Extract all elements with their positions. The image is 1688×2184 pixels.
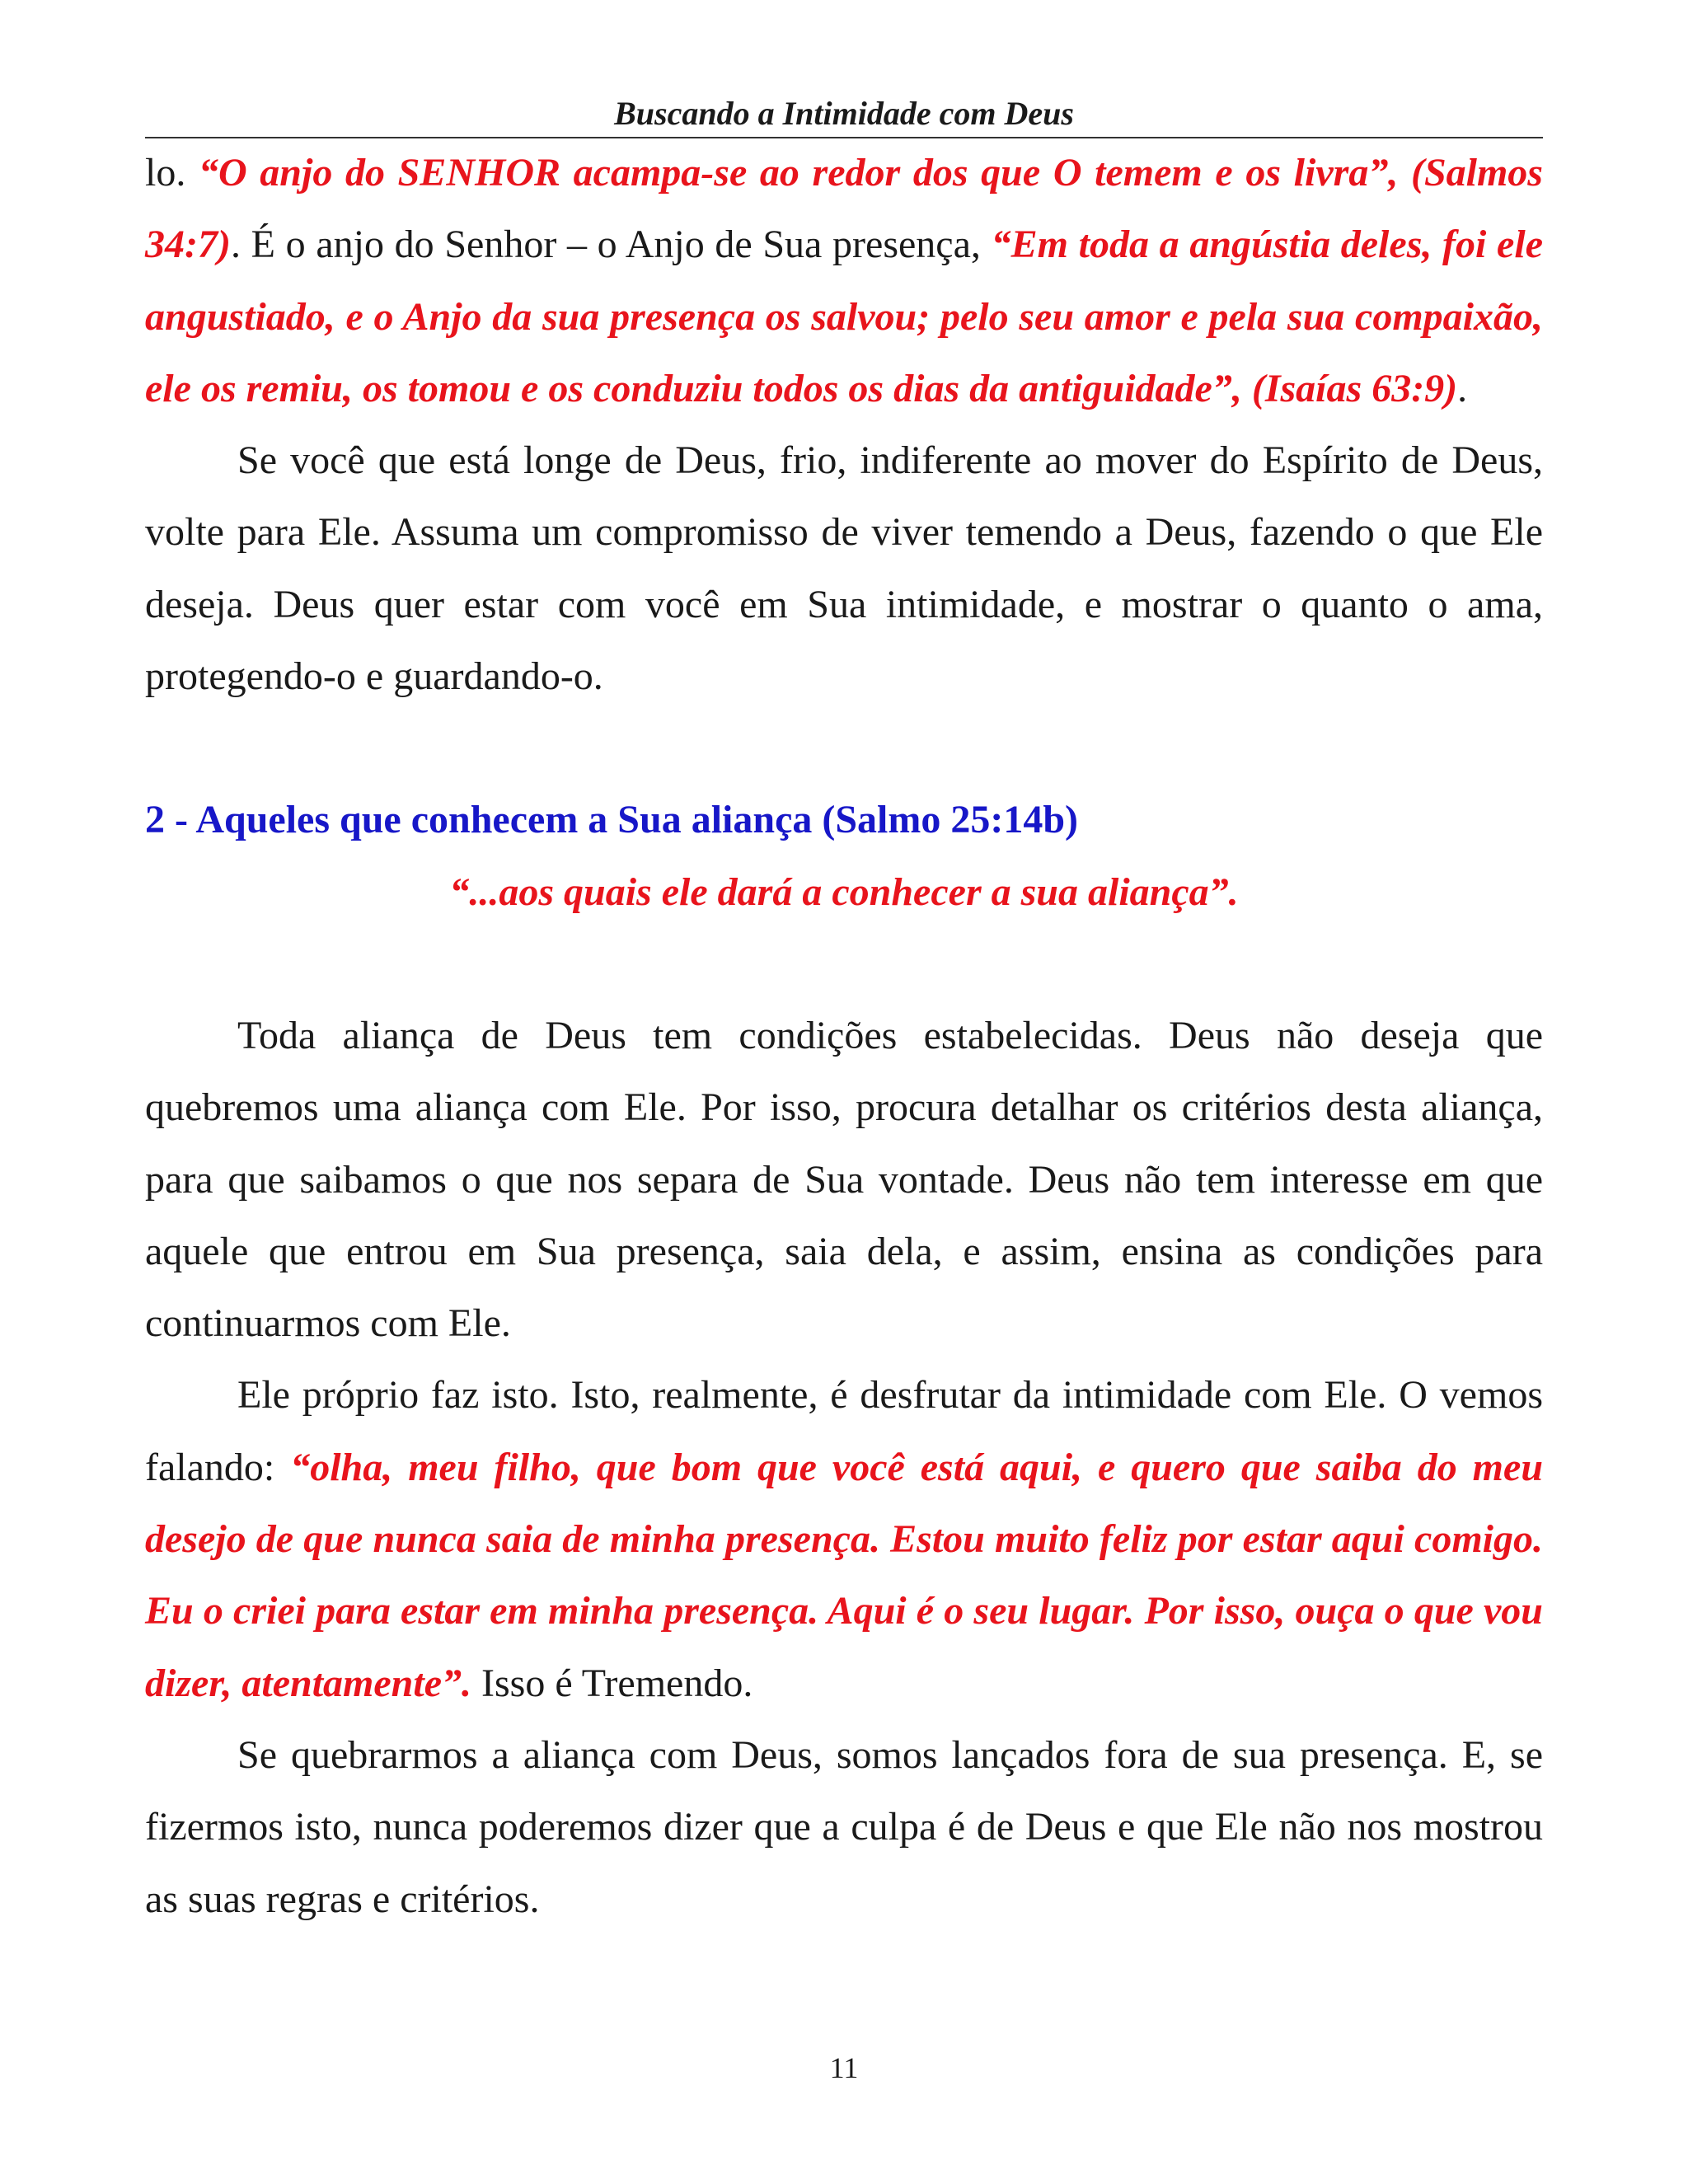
text-run: lo.: [145, 151, 199, 194]
paragraph: Se você que está longe de Deus, frio, indiferente ao mover do Espírito de Deus, volte para Ele. Assuma um compromisso de viver temendo a Deus, fazendo o que Ele deseja. Deus quer estar com você em Sua intimidade, e mostrar o quanto o ama, protegendo-o e guardando-o.: [145, 438, 1543, 699]
scripture-quote: “Em toda a angústia deles, foi ele angustiado, e o Anjo da sua presença os salvou; pelo seu amor e pela sua compaixão, ele os remiu, os tomou e os conduziu todos os dias da antiguidade”, (Isaías 63:9): [145, 223, 1544, 410]
scripture-quote: “O anjo do SENHOR acampa-se ao redor dos que O temem e os livra”, (Salmos 34:7): [145, 151, 1543, 267]
paragraph: Se quebrarmos a aliança com Deus, somos lançados fora de sua presença. E, se fizermos isto, nunca poderemos dizer que a culpa é de Deus e que Ele não nos mostrou as suas regras e critérios.: [145, 1732, 1543, 1921]
running-header: Buscando a Intimidade com Deus: [145, 89, 1543, 138]
section-epigraph: “...aos quais ele dará a conhecer a sua aliança”.: [449, 869, 1239, 914]
paragraph: [145, 1359, 1543, 1718]
section-heading: 2 - Aqueles que conhecem a Sua aliança (Salmo 25:14b): [145, 798, 1079, 842]
page-body: [145, 137, 1543, 1935]
text-run: Ele próprio faz isto. Isto, realmente, é desfrutar da intimidade com Ele. O vemos falando:: [145, 1373, 1543, 1489]
spacer: [145, 712, 1543, 784]
text-run: . É o anjo do Senhor – o Anjo de Sua presença,: [230, 223, 992, 267]
paragraph: Toda aliança de Deus tem condições estabelecidas. Deus não deseja que quebremos uma aliança com Ele. Por isso, procura detalhar os critérios desta aliança, para que saibamos o que nos separa de Sua vontade. Deus não tem interesse em que aquele que entrou em Sua presença, saia dela, e assim, ensina as condições para continuarmos com Ele.: [145, 1013, 1543, 1346]
text-run: Isso é Tremendo.: [471, 1661, 753, 1705]
paragraph-continuation: [145, 137, 1543, 424]
text-run: .: [1457, 366, 1468, 410]
quoted-speech: “olha, meu filho, que bom que você está aqui, e quero que saiba do meu desejo de que nunca saia de minha presença. Estou muito feliz por estar aqui comigo. Eu o criei para estar em minha presença. Aqui é o seu lugar. Por isso, ouça o que vou dizer, atentamente”.: [145, 1445, 1544, 1705]
page-number: 11: [829, 2051, 859, 2084]
spacer: [145, 928, 1543, 1000]
